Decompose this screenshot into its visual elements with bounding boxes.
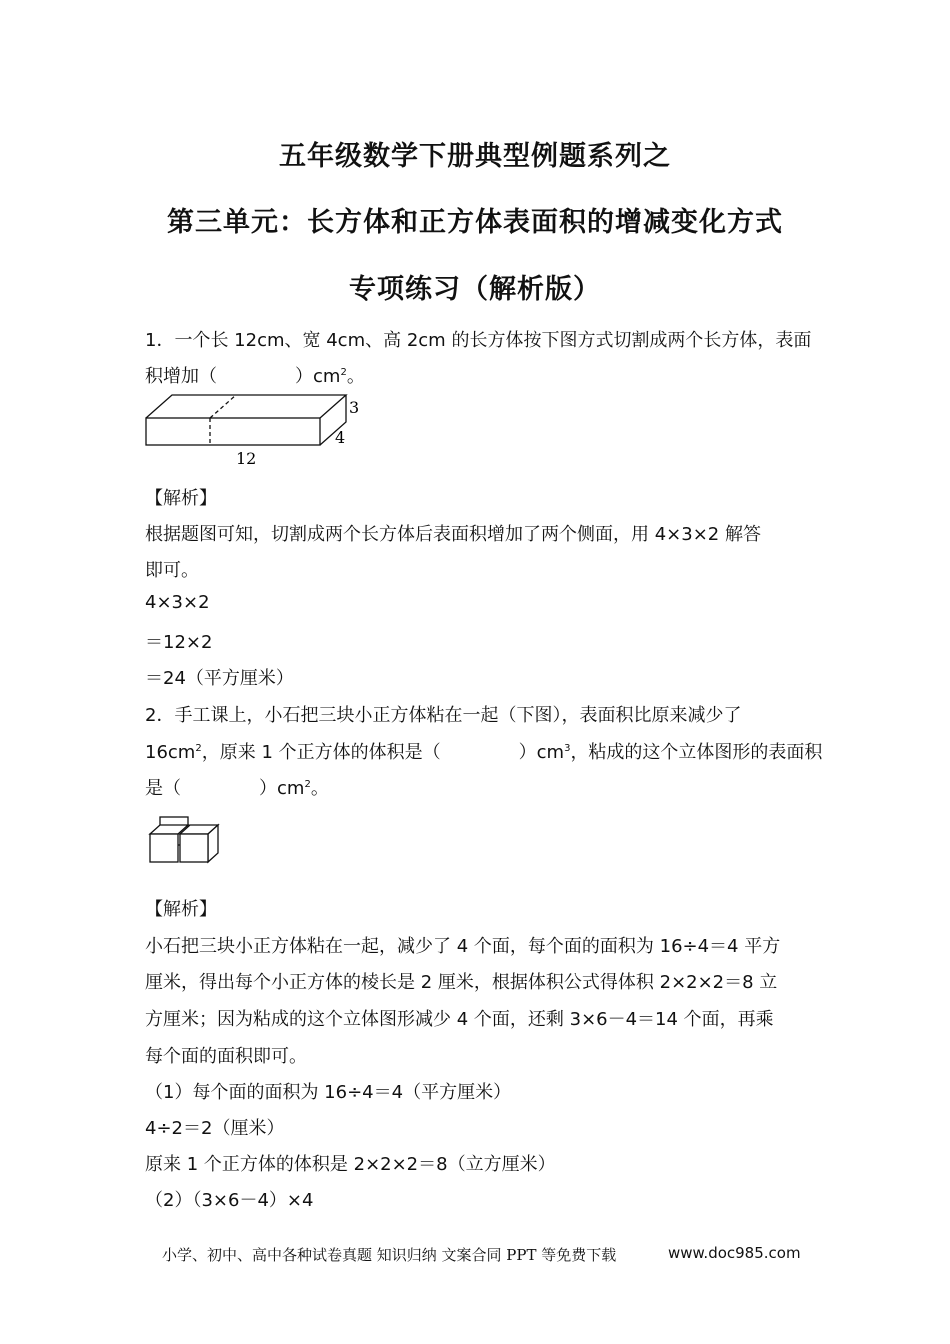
q1-analysis-line-2: 即可。 <box>145 560 199 581</box>
q2-text-line-2 <box>145 738 822 764</box>
q1-text-end: 。 <box>346 366 365 387</box>
q2-analysis-line-2: 厘米，得出每个小正方体的棱长是 2 厘米，根据体积公式得体积 2×2×2＝8 立 <box>145 972 778 993</box>
width-label: 4 <box>335 428 346 447</box>
q1-text-line-1: 1．一个长 12cm、宽 4cm、高 2cm 的长方体按下图方式切割成两个长方体，表面 <box>145 330 812 351</box>
q2-text-c: ）cm <box>518 742 565 763</box>
footer-text: 小学、初中、高中各种试卷真题 知识归纳 文案合同 PPT 等免费下载 <box>162 1246 617 1264</box>
q2-text-d: ，粘成的这个立体图形的表面积 <box>570 742 823 763</box>
q1-calc-1: 4×3×2 <box>145 592 210 613</box>
q2-step-4: （2）（3×6－4）×4 <box>145 1190 314 1211</box>
front-right-cube <box>180 834 208 862</box>
cubes-figure <box>146 812 226 866</box>
q1-text-line-2 <box>145 362 365 388</box>
q2-text-line-1: 2．手工课上，小石把三块小正方体粘在一起（下图），表面积比原来减少了 <box>145 705 742 726</box>
q1-unit-exponent: 2 <box>340 367 347 378</box>
q1-analysis-line-1: 根据题图可知，切割成两个长方体后表面积增加了两个侧面，用 4×3×2 解答 <box>145 524 761 545</box>
q2-text-b: ，原来 1 个正方体的体积是（ <box>201 742 441 763</box>
q2-exp-area: 2 <box>304 779 311 790</box>
length-label: 12 <box>236 449 257 468</box>
q2-exp-c: 3 <box>564 743 571 754</box>
q1-text-pre: 积增加（ <box>145 366 217 387</box>
footer-link[interactable]: www.doc985.com <box>668 1244 801 1262</box>
q2-analysis-heading: 【解析】 <box>145 899 217 920</box>
title-line-1: 五年级数学下册典型例题系列之 <box>279 141 671 172</box>
height-label: 3 <box>349 398 360 417</box>
title-line-2: 第三单元：长方体和正方体表面积的增减变化方式 <box>167 207 783 238</box>
q2-text-pre: 是（ <box>145 778 181 799</box>
q1-analysis-heading: 【解析】 <box>145 488 217 509</box>
q2-text-line-3 <box>145 774 329 800</box>
q2-analysis-line-3: 方厘米；因为粘成的这个立体图形减少 4 个面，还剩 3×6－4＝14 个面，再乘 <box>145 1009 774 1030</box>
q1-text-post: ）cm <box>295 366 341 387</box>
q2-analysis-line-4: 每个面的面积即可。 <box>145 1046 307 1067</box>
q2-step-3: 原来 1 个正方体的体积是 2×2×2＝8（立方厘米） <box>145 1154 556 1175</box>
front-left-cube <box>150 834 178 862</box>
q2-text-post: ）cm <box>259 778 305 799</box>
q2-text-a: 16cm <box>145 742 196 763</box>
q2-step-2: 4÷2＝2（厘米） <box>145 1118 285 1139</box>
cuboid-top-face <box>146 395 346 418</box>
title-line-3: 专项练习（解析版） <box>349 274 601 305</box>
cuboid-figure <box>140 390 370 470</box>
cut-line-top <box>210 395 236 418</box>
q1-calc-2: ＝12×2 <box>145 632 213 653</box>
q2-exp-a: 2 <box>195 743 202 754</box>
cuboid-front-face <box>146 418 320 445</box>
q2-step-1: （1）每个面的面积为 16÷4＝4（平方厘米） <box>145 1082 512 1103</box>
q1-calc-3: ＝24（平方厘米） <box>145 668 294 689</box>
q2-text-end: 。 <box>310 778 329 799</box>
q2-analysis-line-1: 小石把三块小正方体粘在一起，减少了 4 个面，每个面的面积为 16÷4＝4 平方 <box>145 936 781 957</box>
